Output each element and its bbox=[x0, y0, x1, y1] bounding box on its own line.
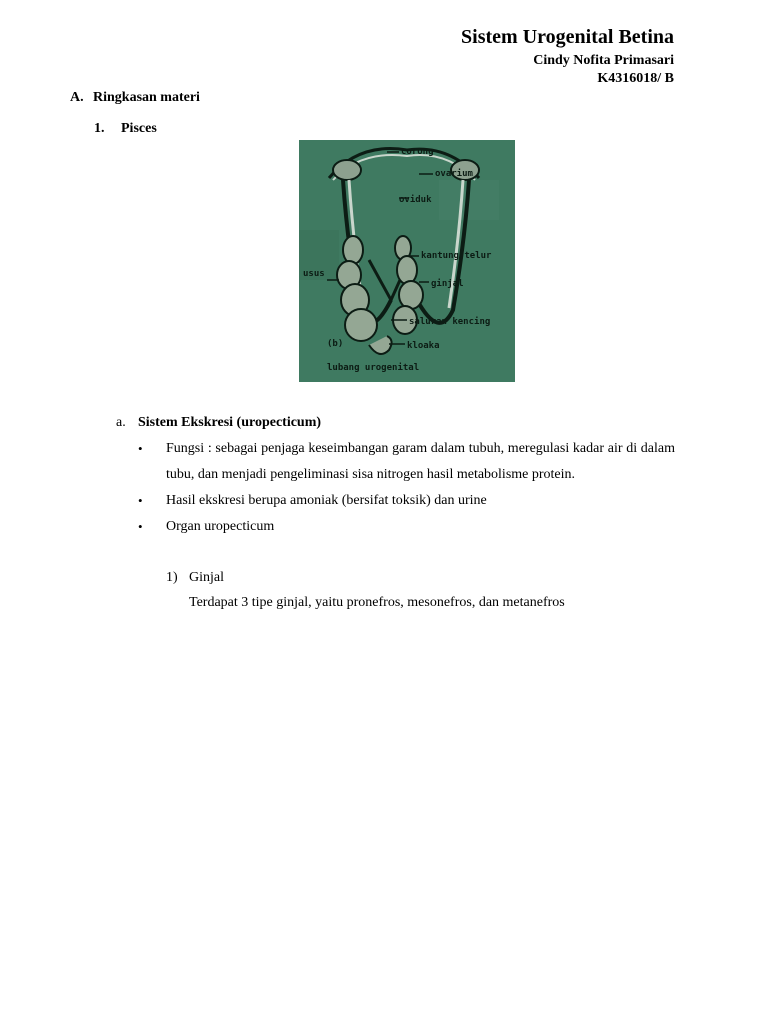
list-item-text: Hasil ekskresi berupa amoniak (bersifat toksik) dan urine bbox=[166, 493, 487, 508]
label-usus: usus bbox=[303, 269, 325, 279]
list-item-text: Organ uropecticum bbox=[166, 519, 275, 534]
label-saluran-kencing: saluran kencing bbox=[409, 317, 491, 327]
section-number: A. bbox=[70, 90, 84, 105]
section-number: 1. bbox=[94, 121, 105, 136]
organ-number: 1) bbox=[166, 570, 178, 585]
list-item bbox=[138, 436, 675, 488]
subsection-title: Sistem Ekskresi (uropecticum) bbox=[138, 415, 322, 430]
bullet-icon: • bbox=[138, 519, 143, 534]
organ-title: Ginjal bbox=[189, 570, 224, 585]
list-item bbox=[138, 488, 675, 514]
student-id: K4316018/ B bbox=[597, 71, 674, 86]
urogenital-diagram bbox=[299, 140, 515, 382]
label-lubang-urogenital: lubang urogenital bbox=[327, 363, 420, 373]
label-ginjal: ginjal bbox=[431, 279, 464, 289]
subsection-heading-a bbox=[116, 414, 321, 432]
subsection-number: a. bbox=[116, 415, 126, 430]
label-b: (b) bbox=[327, 339, 344, 349]
organ-description: Terdapat 3 tipe ginjal, yaitu pronefros, mesonefros, dan metanefros bbox=[189, 595, 565, 610]
author-name: Cindy Nofita Primasari bbox=[533, 53, 674, 68]
section-heading-1 bbox=[94, 120, 157, 138]
label-ovarium: ovarium bbox=[435, 169, 473, 179]
label-oviduk: oviduk bbox=[399, 195, 432, 205]
document-title: Sistem Urogenital Betina bbox=[461, 26, 674, 48]
label-corong: corong bbox=[401, 147, 434, 157]
label-kloaka: kloaka bbox=[407, 341, 440, 351]
bullet-icon: • bbox=[138, 441, 143, 456]
section-title: Pisces bbox=[121, 121, 157, 136]
list-item bbox=[138, 514, 675, 540]
section-heading-a bbox=[70, 89, 200, 107]
label-kantung-telur: kantung telur bbox=[421, 251, 492, 261]
list-item-text: Fungsi : sebagai penjaga keseimbangan garam dalam tubuh, meregulasi kadar air di dalam tubu, dan menjadi pengeliminasi sisa nitrogen hasil metabolisme protein. bbox=[166, 441, 675, 482]
urogenital-figure bbox=[299, 140, 515, 382]
organ-heading-1 bbox=[166, 565, 224, 591]
section-title: Ringkasan materi bbox=[93, 90, 200, 105]
bullet-list bbox=[138, 436, 675, 540]
bullet-icon: • bbox=[138, 493, 143, 508]
